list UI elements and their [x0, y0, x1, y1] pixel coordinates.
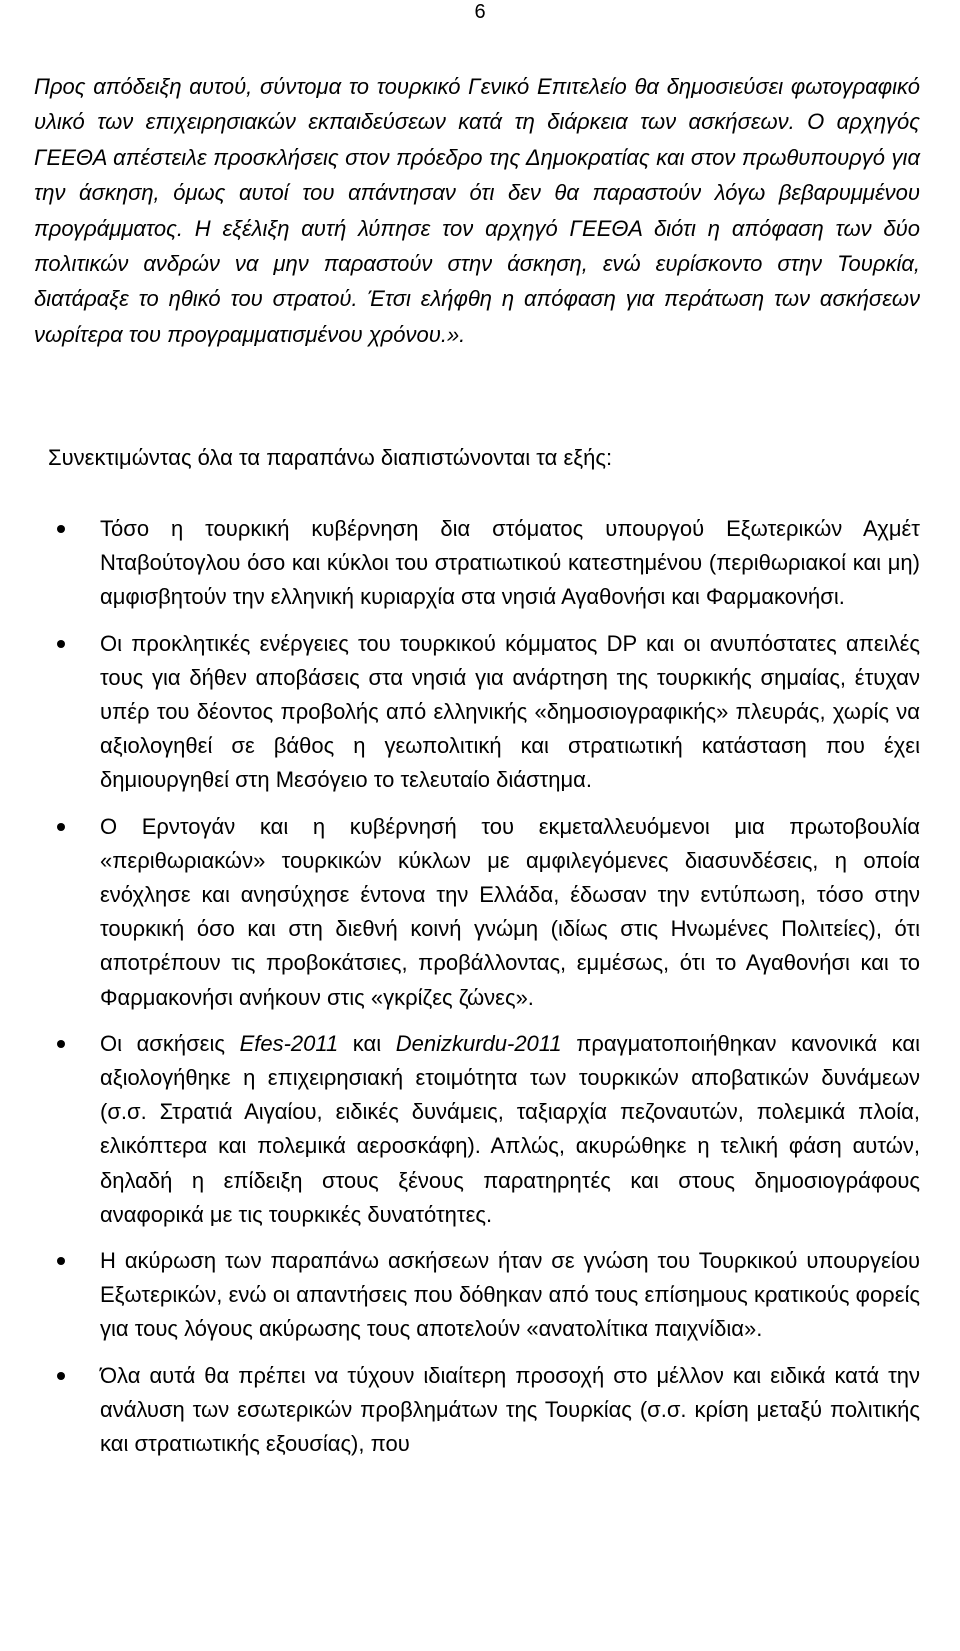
- list-item: [0, 627, 920, 798]
- bullet-icon: [57, 1372, 65, 1380]
- page-number: 6: [474, 1, 486, 23]
- list-item-text: Οι προκλητικές ενέργειες του τουρκικού κόμματος DP και οι ανυπόστατες απειλές τους για δήθεν αποβάσεις στα νησιά για ανάρτηση της τουρκικής σημαίας, έτυχαν υπέρ του δέοντος προβολής από ελληνικής «δημοσιογραφικής» πλευράς, χωρίς να αξιολογηθεί σε βάθος η γεωπολιτική και στρατιωτική κατάσταση που έχει δημιουργηθεί στη Μεσόγειο το τελευταίο διάστημα.: [100, 630, 920, 793]
- list-item-text: Ο Ερντογάν και η κυβέρνησή του εκμεταλλευόμενοι μια πρωτοβουλία «περιθωριακών» τουρκικών κύκλων με αμφιλεγόμενες διασυνδέσεις, η οποία ενόχλησε και ανησύχησε έντονα την Ελλάδα, έδωσαν την εντύπωση, τόσο στην τουρκική όσο και στη διεθνή κοινή γνώμη (ιδίως στις Ηνωμένες Πολιτείες), ότι αποτρέπουν τις προβοκάτσιες, προβάλλοντας, εμμέσως, ότι το Αγαθονήσι και το Φαρμακονήσι ανήκουν στις «γκρίζες ζώνες».: [100, 813, 920, 1010]
- list-item-text: Τόσο η τουρκική κυβέρνηση δια στόματος υπουργού Εξωτερικών Αχμέτ Νταβούτογλου όσο και κύκλοι του στρατιωτικού κατεστημένου (περιθωριακοί και μη) αμφισβητούν την ελληνική κυριαρχία στα νησιά Αγαθονήσι και Φαρμακονήσι.: [100, 516, 920, 610]
- list-item-text: [100, 1031, 920, 1227]
- list-item-text-start: Οι ασκήσεις: [100, 1030, 240, 1056]
- findings-list: [0, 512, 960, 1473]
- list-item: [0, 1027, 920, 1232]
- list-item-text: Η ακύρωση των παραπάνω ασκήσεων ήταν σε γνώση του Τουρκικού υπουργείου Εξωτερικών, ενώ οι απαντήσεις που δόθηκαν από τους επίσημους κρατικούς φορείς για τους λόγους ακύρωσης τους αποτελούν «ανατολίτικα παιχνίδια».: [100, 1248, 920, 1342]
- exercise-name-efes: Efes-2011: [239, 1030, 339, 1056]
- bullet-icon: [57, 1257, 65, 1265]
- bullet-icon: [57, 640, 65, 648]
- list-item: [0, 512, 920, 615]
- bullet-icon: [57, 525, 65, 533]
- bullet-icon: [57, 1040, 65, 1048]
- exercise-name-denizkurdu: Denizkurdu-2011: [395, 1030, 562, 1056]
- list-item: [0, 1244, 920, 1347]
- list-item-text-end: πραγματοποιήθηκαν κανονικά και αξιολογήθηκε η επιχειρησιακή ετοιμότητα των τουρκικών αποβατικών δυνάμεων (σ.σ. Στρατιά Αιγαίου, ειδικές δυνάμεις, ταξιαρχία πεζοναυτών, πολεμικά πλοία, ελικόπτερα και πολεμικά αεροσκάφη). Απλώς, ακυρώθηκε η τελική φάση αυτών, δηλαδή η επίδειξη στους ξένους παρατηρητές και στους δημοσιογράφους αναφορικά με τις τουρκικές δυνατότητες.: [100, 1030, 920, 1227]
- summary-line: Συνεκτιμώντας όλα τα παραπάνω διαπιστώνονται τα εξής:: [48, 445, 613, 470]
- list-item: [0, 1359, 920, 1462]
- list-item-text: Όλα αυτά θα πρέπει να τύχουν ιδιαίτερη προσοχή στο μέλλον και ειδικά κατά την ανάλυση των εσωτερικών προβλημάτων της Τουρκίας (σ.σ. κρίση μεταξύ πολιτικής και στρατιωτικής εξουσίας), που: [100, 1362, 920, 1457]
- quoted-paragraph: Προς απόδειξη αυτού, σύντομα το τουρκικό Γενικό Επιτελείο θα δημοσιεύσει φωτογραφικό υλικό των επιχειρησιακών εκπαιδεύσεων κατά τη διάρκεια των ασκήσεων. Ο αρχηγός ΓΕΕΘΑ απέστειλε προσκλήσεις στον πρόεδρο της Δημοκρατίας και στον πρωθυπουργό για την άσκηση, όμως αυτοί του απάντησαν ότι δεν θα παραστούν λόγω βεβαρυμμένου προγράμματος. Η εξέλιξη αυτή λύπησε τον αρχηγό ΓΕΕΘΑ διότι η απόφαση των δύο πολιτικών ανδρών να μην παραστούν στην άσκηση, ενώ ευρίσκοντο στην Τουρκία, διατάραξε το ηθικό του στρατού. Έτσι ελήφθη η απόφαση για περάτωση των ασκήσεων νωρίτερα του προγραμματισμένου χρόνου.».: [34, 74, 920, 347]
- list-item: [0, 810, 920, 1015]
- bullet-icon: [57, 823, 65, 831]
- list-item-text-join: και: [338, 1030, 396, 1056]
